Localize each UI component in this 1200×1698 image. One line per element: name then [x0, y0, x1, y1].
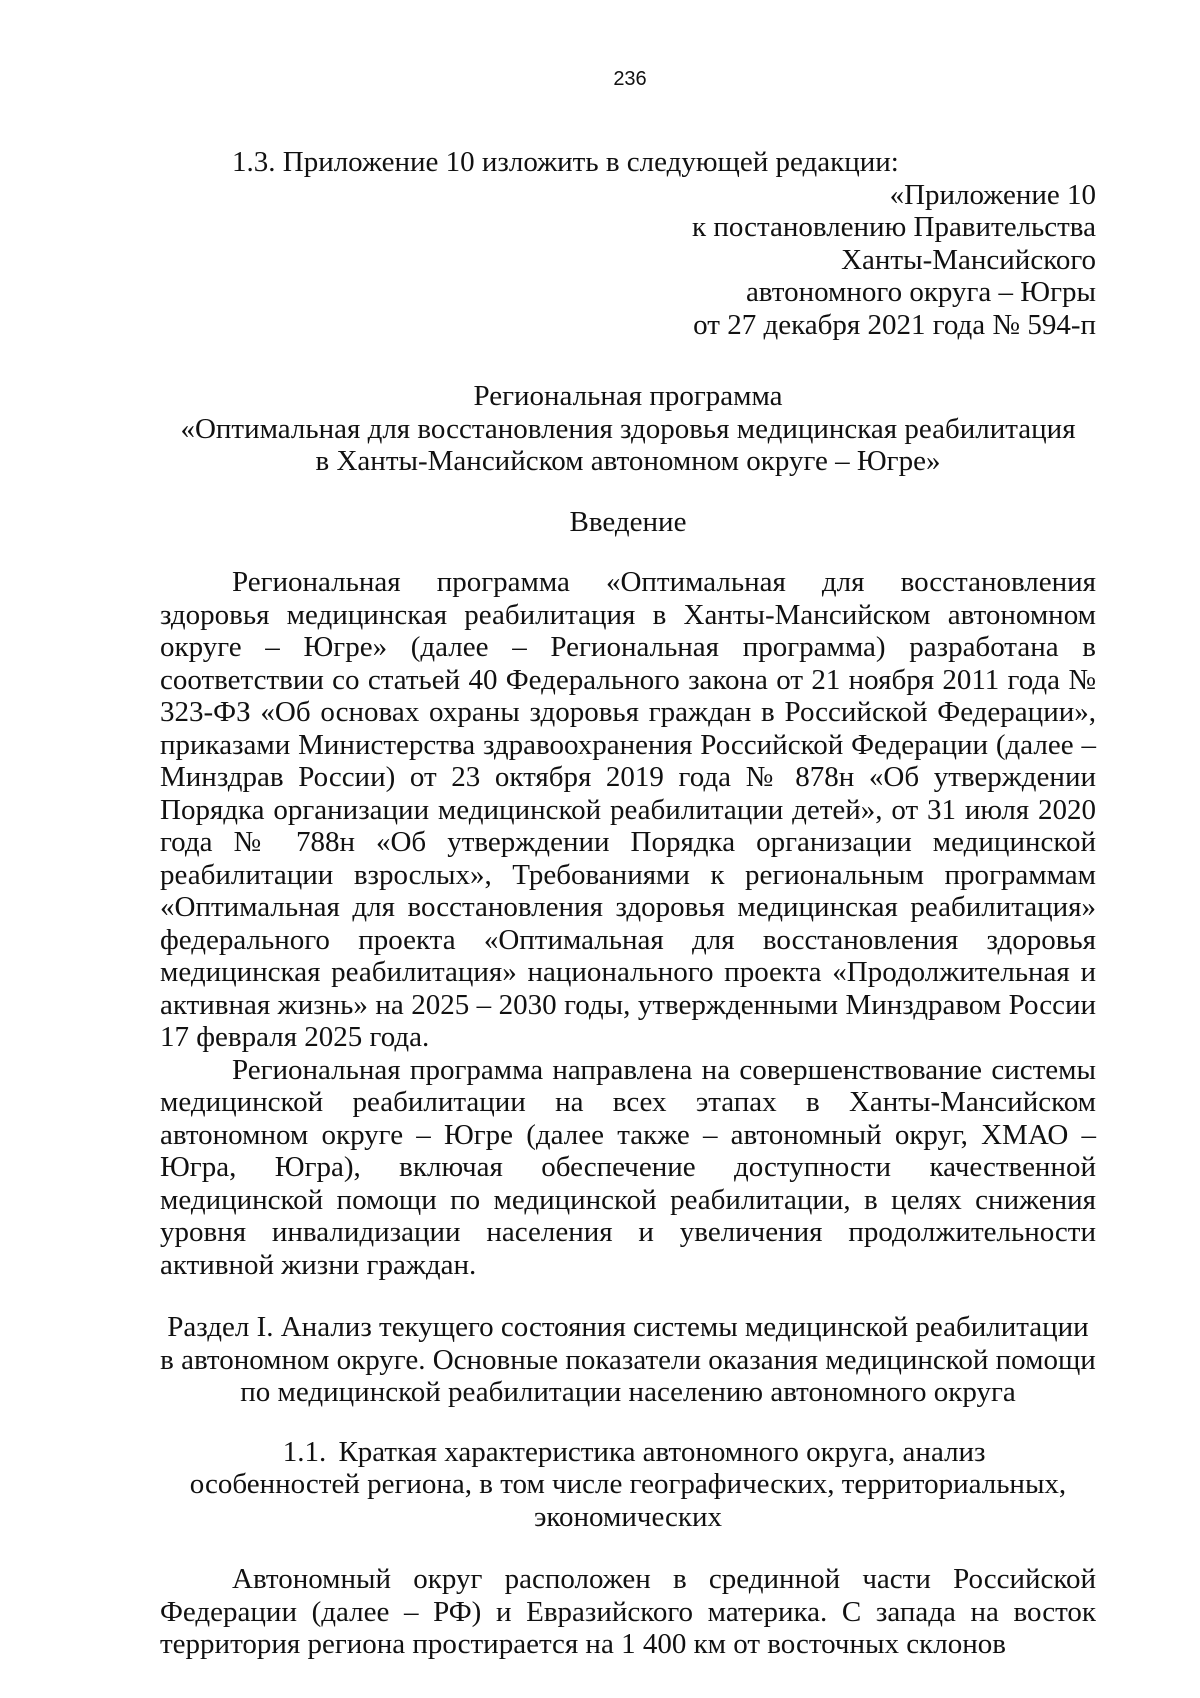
intro-paragraph: Региональная программа направлена на совершенствование системы медицинской реабилитации на всех этапах в Ханты-Мансийском автономном округе – Югре (далее также – автономный округ, ХМАО – Югра, Югра), включая обеспечение доступности качественной медицинской помощи по медицинской реабилитации, в целях снижения уровня инвалидизации населения и увеличения продолжительности активной жизни граждан. [160, 1053, 1096, 1281]
attachment-header [160, 179, 1096, 342]
section-heading-line: в автономном округе. Основные показатели оказания медицинской помощи [160, 1343, 1096, 1376]
intro-heading: Введение [569, 505, 687, 538]
intro-paragraph: Региональная программа «Оптимальная для восстановления здоровья медицинская реабилитация в Ханты-Мансийском автономном округе – Югре» (далее – Региональная программа) разработана в соответствии со статьей 40 Федерального закона от 21 ноября 2011 года № 323-ФЗ «Об основах охраны здоровья граждан в Российской Федерации», приказами Министерства здравоохранения Российской Федерации (далее – Минздрав России) от 23 октября 2019 года № 878н «Об утверждении Порядка организации медицинской реабилитации детей», от 31 июля 2020 года № 788н «Об утверждении Порядка организации медицинской реабилитации взрослых», Требованиями к региональным программам «Оптимальная для восстановления здоровья медицинская реабилитация» федерального проекта «Оптимальная для восстановления здоровья медицинская реабилитация» национального проекта «Продолжительная и активная жизнь» на 2025 – 2030 годы, утвержденными Минздравом России 17 февраля 2025 года. [160, 566, 1096, 1053]
attachment-line: к постановлению Правительства [692, 211, 1096, 243]
subsection-title: Краткая характеристика автономного округа, анализ [338, 1435, 986, 1468]
section-heading-line: по медицинской реабилитации населению автономного округа [240, 1376, 1016, 1408]
subsection-heading [160, 1436, 1096, 1534]
program-title [160, 380, 1096, 478]
body-paragraph: Автономный округ расположен в срединной части Российской Федерации (далее – РФ) и Евразийского материка. С запада на восток территория региона простирается на 1 400 км от восточных склонов [160, 1563, 1096, 1660]
section-heading-line: Раздел I. Анализ текущего состояния системы медицинской реабилитации [167, 1311, 1089, 1343]
subsection-number: 1.1. [282, 1435, 327, 1468]
program-title-line: в Ханты-Мансийском автономном округе – Югре» [315, 445, 941, 477]
section-heading [160, 1311, 1096, 1409]
attachment-line: Ханты-Мансийского [841, 243, 1096, 276]
attachment-line: от 27 декабря 2021 года № 594-п [693, 308, 1096, 341]
program-label: Региональная программа [473, 380, 783, 412]
subsection-heading-line: особенностей региона, в том числе географических, территориальных, [189, 1468, 1067, 1500]
subsection-heading-line: экономических [533, 1500, 723, 1533]
subsection-heading-line1 [160, 1436, 1096, 1469]
attachment-line: автономного округа – Югры [745, 276, 1096, 308]
attachment-line: «Приложение 10 [889, 178, 1096, 211]
document-body [160, 146, 1096, 1661]
amendment-text: 1.3. Приложение 10 изложить в следующей редакции: [232, 146, 899, 178]
page-number: 236 [613, 68, 647, 90]
program-title-line: «Оптимальная для восстановления здоровья медицинская реабилитация [180, 412, 1076, 445]
